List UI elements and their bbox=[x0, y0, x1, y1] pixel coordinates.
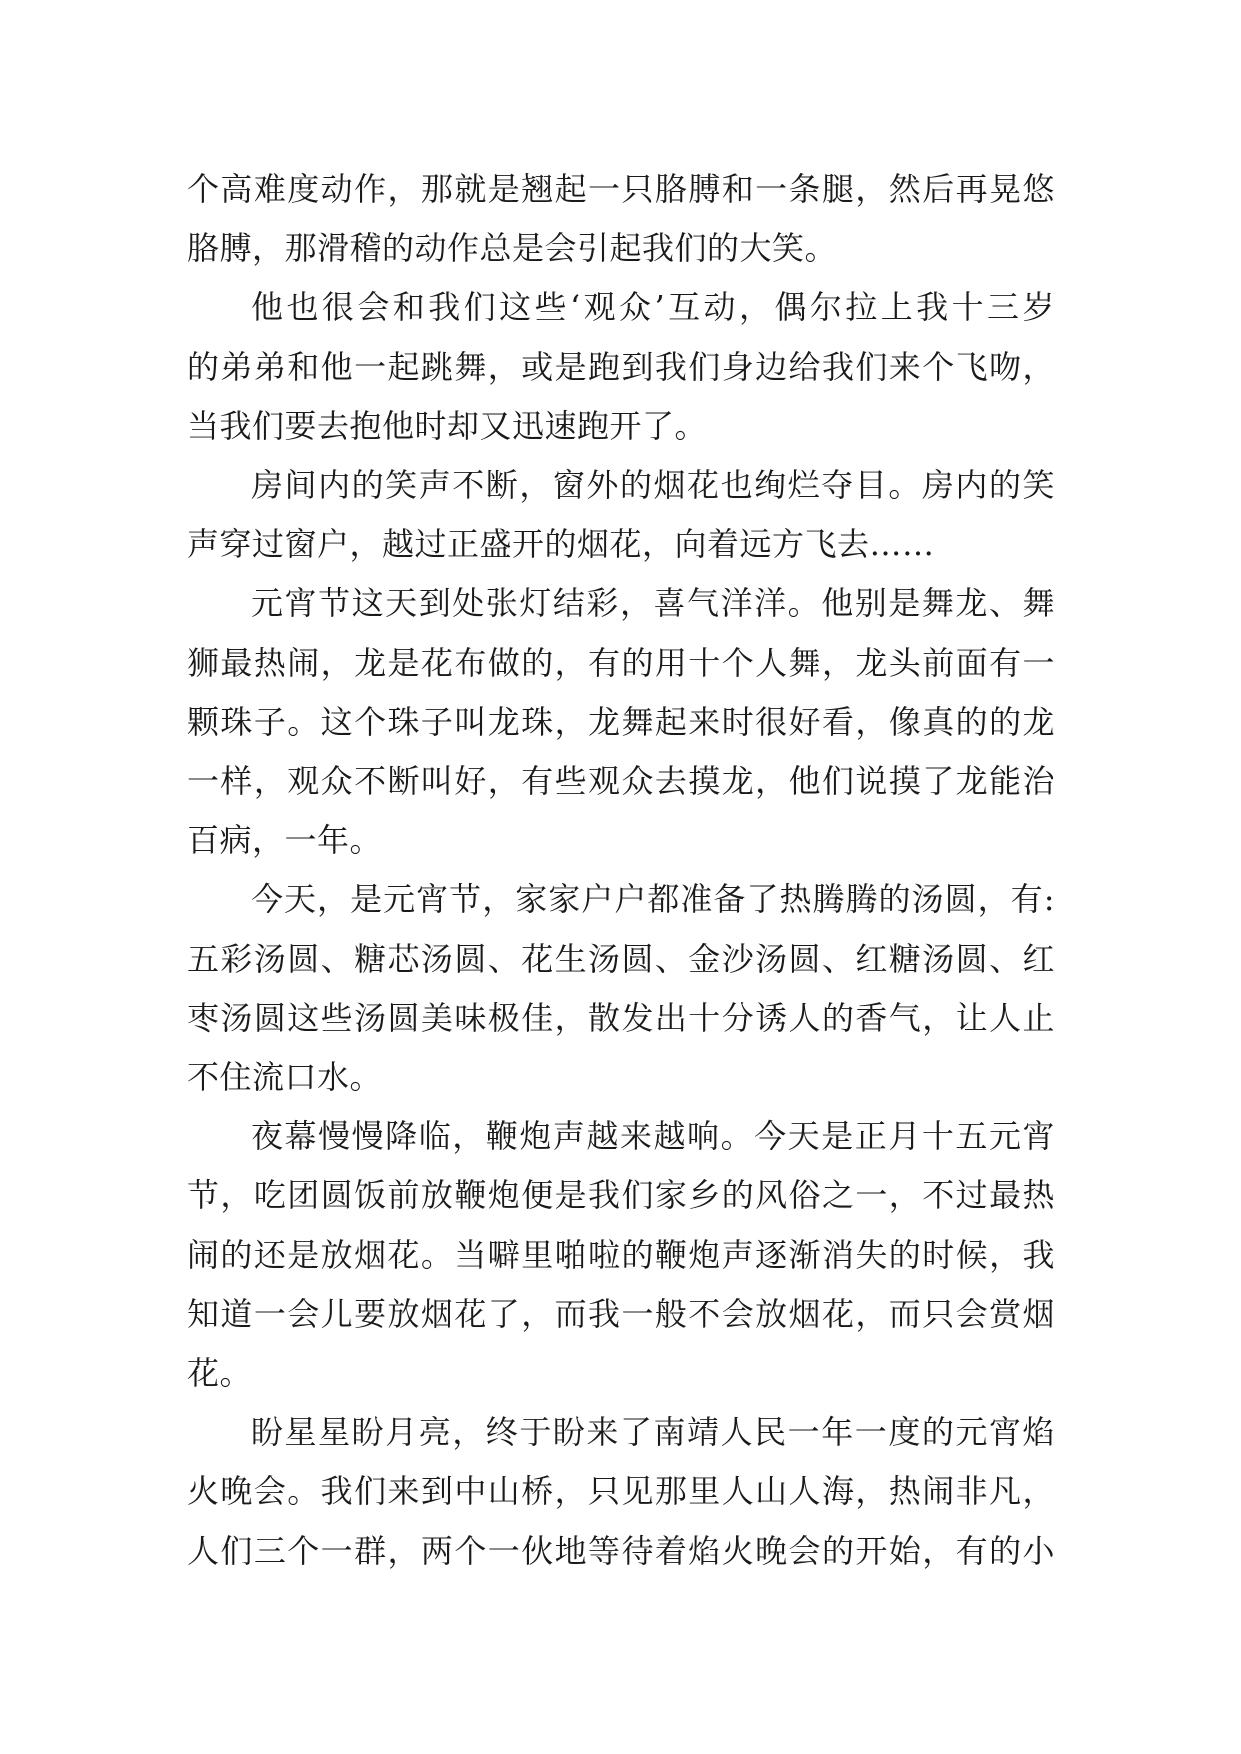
paragraph-5 bbox=[187, 870, 1055, 1107]
text-line: 花。 bbox=[187, 1354, 253, 1393]
text-line: 枣汤圆这些汤圆美味极佳，散发出十分诱人的香气，让人止 bbox=[187, 998, 1055, 1037]
text-line: 他也很会和我们这些‘观众’互动，偶尔拉上我十三岁 bbox=[251, 288, 1055, 327]
text-line: 当我们要去抱他时却又迅速跑开了。 bbox=[187, 406, 708, 445]
text-line: 不住流口水。 bbox=[187, 1058, 383, 1097]
text-line: 狮最热闹，龙是花布做的，有的用十个人舞，龙头前面有一 bbox=[187, 643, 1055, 682]
text-line: 的弟弟和他一起跳舞，或是跑到我们身边给我们来个飞吻， bbox=[187, 347, 1055, 386]
paragraph-4 bbox=[187, 574, 1055, 870]
text-line: 胳膊，那滑稽的动作总是会引起我们的大笑。 bbox=[187, 229, 838, 268]
text-line: 节，吃团圆饭前放鞭炮便是我们家乡的风俗之一，不过最热 bbox=[187, 1176, 1055, 1215]
text-line: 颗珠子。这个珠子叫龙珠，龙舞起来时很好看，像真的的龙 bbox=[187, 702, 1055, 741]
document-body bbox=[187, 160, 1055, 1581]
text-line: 房间内的笑声不断，窗外的烟花也绚烂夺目。房内的笑 bbox=[251, 466, 1055, 505]
text-line: 百病，一年。 bbox=[187, 821, 383, 860]
text-line: 火晚会。我们来到中山桥，只见那里人山人海，热闹非凡， bbox=[187, 1472, 1055, 1511]
text-line: 夜幕慢慢降临，鞭炮声越来越响。今天是正月十五元宵 bbox=[251, 1117, 1055, 1156]
text-line: 盼星星盼月亮，终于盼来了南靖人民一年一度的元宵焰 bbox=[251, 1413, 1055, 1452]
text-line: 今天，是元宵节，家家户户都准备了热腾腾的汤圆，有: bbox=[251, 880, 1055, 919]
text-line: 个高难度动作，那就是翘起一只胳膊和一条腿，然后再晃悠 bbox=[187, 170, 1055, 208]
text-line: 元宵节这天到处张灯结彩，喜气洋洋。他别是舞龙、舞 bbox=[251, 584, 1055, 623]
text-line: 闹的还是放烟花。当噼里啪啦的鞭炮声逐渐消失的时候，我 bbox=[187, 1235, 1055, 1274]
paragraph-6 bbox=[187, 1107, 1055, 1403]
text-line: 人们三个一群，两个一伙地等待着焰火晚会的开始，有的小 bbox=[187, 1531, 1055, 1570]
paragraph-1 bbox=[187, 160, 1055, 278]
text-line: 知道一会儿要放烟花了，而我一般不会放烟花，而只会赏烟 bbox=[187, 1294, 1055, 1333]
text-line: 一样，观众不断叫好，有些观众去摸龙，他们说摸了龙能治 bbox=[187, 762, 1055, 801]
text-line: 声穿过窗户，越过正盛开的烟花，向着远方飞去…… bbox=[187, 525, 935, 564]
paragraph-7 bbox=[187, 1403, 1055, 1581]
paragraph-3 bbox=[187, 456, 1055, 574]
text-line: 五彩汤圆、糖芯汤圆、花生汤圆、金沙汤圆、红糖汤圆、红 bbox=[187, 939, 1055, 978]
paragraph-2 bbox=[187, 278, 1055, 456]
